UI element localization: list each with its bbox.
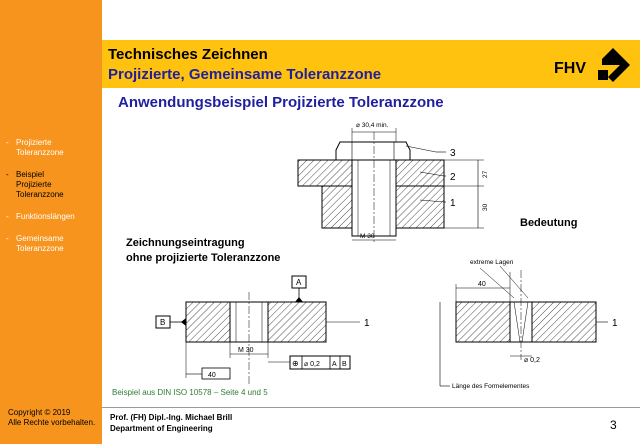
- ref-1-left: 1: [364, 318, 370, 329]
- ref-3-top: 3: [450, 148, 456, 159]
- tol-position-symbol: ⊕: [292, 359, 299, 368]
- logo-text: FHV: [554, 60, 586, 77]
- tol-value-right: ⌀ 0,2: [524, 357, 540, 364]
- footer-divider: [102, 407, 640, 408]
- page-subtitle: Projizierte, Gemeinsame Toleranzzone: [108, 66, 382, 83]
- nav-bullet: -: [6, 170, 9, 179]
- label-extreme-lagen: extreme Lagen: [470, 259, 514, 266]
- dim-thread-top: M 30: [360, 233, 375, 240]
- nav-bullet: -: [6, 212, 9, 221]
- label-laenge: Länge des Formelementes: [452, 383, 530, 390]
- datum-a-label: A: [296, 278, 302, 287]
- label-entry-line1: Zeichnungseintragung: [126, 237, 245, 249]
- copyright: [8, 408, 95, 428]
- slide-heading: Anwendungsbeispiel Projizierte Toleranzzone: [118, 94, 444, 111]
- dim-40-left: 40: [208, 372, 216, 379]
- nav-label: Gemeinsame: [16, 234, 64, 243]
- author-block: [110, 412, 232, 434]
- plate-1-left: [322, 186, 352, 228]
- nav-bullet: -: [6, 138, 9, 147]
- copyright-line1: Copyright © 2019: [8, 408, 71, 417]
- drawing-left: [156, 276, 360, 386]
- label-bedeutung: Bedeutung: [520, 217, 578, 229]
- page-number: 3: [610, 418, 617, 432]
- plate-2-right: [396, 160, 444, 186]
- nav-label: Toleranzzone: [16, 148, 64, 157]
- part-left-section-a: [186, 302, 230, 342]
- nav-label: Projizierte: [16, 138, 52, 147]
- nav-label: Toleranzzone: [16, 244, 64, 253]
- nav-bullet: -: [6, 234, 9, 243]
- plate-2-left: [298, 160, 352, 186]
- label-entry-line2: ohne projizierte Toleranzzone: [126, 252, 281, 264]
- tol-ref-b: B: [342, 361, 347, 368]
- tol-ref-a: A: [332, 361, 337, 368]
- dim-40-right: 40: [478, 281, 486, 288]
- part-right-section-a: [456, 302, 510, 342]
- author-name: Prof. (FH) Dipl.-Ing. Michael Brill: [110, 413, 233, 422]
- dim-27: 27: [482, 170, 489, 178]
- ref-1-right: 1: [612, 318, 618, 329]
- dim-thread-left: M 30: [238, 347, 254, 354]
- nav-label: Projizierte: [16, 180, 52, 189]
- drawing-top: [298, 128, 484, 244]
- drawing-right: [440, 266, 608, 386]
- nav-label: Funktionslängen: [16, 212, 75, 221]
- ref-2-top: 2: [450, 172, 456, 183]
- nav-label: Toleranzzone: [16, 190, 64, 199]
- copyright-line2: Alle Rechte vorbehalten.: [8, 418, 96, 427]
- page-title: Technisches Zeichnen: [108, 46, 268, 63]
- source-note: Beispiel aus DIN ISO 10578 – Seite 4 und 5: [112, 388, 268, 397]
- part-left-section-b: [268, 302, 326, 342]
- part-right-section-b: [532, 302, 596, 342]
- plate-1-right: [396, 186, 444, 228]
- dim-diameter-top: ⌀ 30,4 min.: [356, 122, 389, 129]
- department: Department of Engineering: [110, 424, 213, 433]
- ref-1-top: 1: [450, 198, 456, 209]
- datum-b-label: B: [160, 318, 166, 327]
- tol-value-left: ⌀ 0,2: [304, 361, 320, 368]
- nav-label: Beispiel: [16, 170, 45, 179]
- bolt-head: [336, 142, 410, 160]
- dim-30: 30: [482, 203, 489, 211]
